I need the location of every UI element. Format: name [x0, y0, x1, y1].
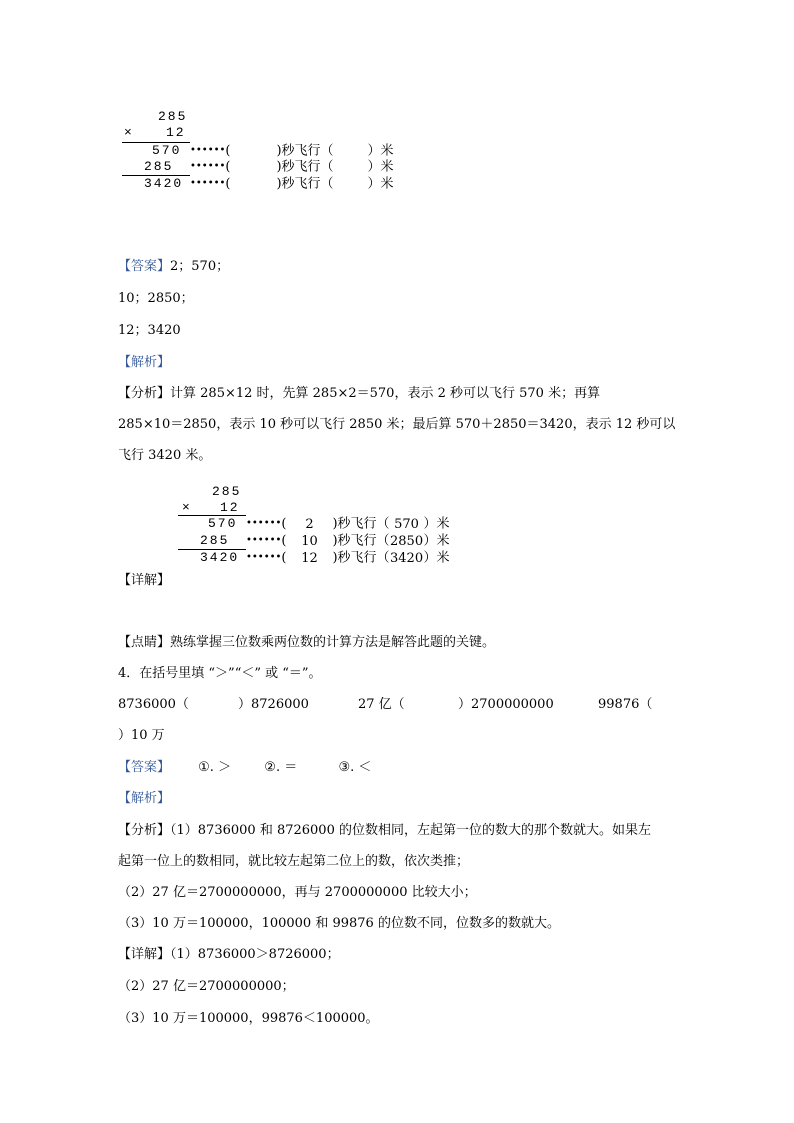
partial-product-1: 570: [152, 143, 182, 158]
multiplicand: 285: [158, 109, 188, 124]
multiplier: 12: [166, 125, 186, 140]
q4-answer-2: ②. ＝: [264, 760, 298, 775]
q4-detail-line-2: （2）27 亿＝2700000000；: [118, 979, 295, 994]
row-1: ••••••( )秒飞行（ ）米: [190, 143, 394, 159]
q4-item-1-right: ）8726000: [238, 697, 309, 712]
q3-detail-tag: 【详解】: [118, 573, 171, 588]
q3-analysis-line-1: 【分析】计算 285×12 时，先算 285×2＝570，表示 2 秒可以飞行 570 米；再算: [118, 386, 601, 401]
q4-detail-line-3: （3）10 万＝100000，99876＜100000。: [118, 1011, 379, 1026]
q4-analysis-line-2: 起第一位上的数相同，就比较左起第二位上的数，依次类推；: [118, 854, 470, 869]
q4-answer-1: ①. ＞: [198, 760, 232, 775]
row-3: ••••••( )秒飞行（ ）米: [190, 176, 394, 192]
row-2: ••••••( )秒飞行（ ）米: [190, 159, 394, 175]
times-sign: ×: [182, 500, 192, 515]
q4-analysis-line-3: （2）27 亿＝2700000000，再与 2700000000 比较大小；: [118, 885, 477, 900]
q4-analysis-line-4: （3）10 万＝100000，100000 和 99876 的位数不同，位数多的数就大。: [118, 916, 560, 931]
q4-item-2-right: ）2700000000: [458, 697, 554, 712]
answer-tag: 【答案】: [118, 259, 171, 274]
seconds-value-1: 2: [305, 516, 314, 532]
seconds-value-3: 12: [301, 550, 318, 566]
q4-item-1-left: 8736000（: [118, 697, 189, 712]
analysis-tag: 【解析】: [118, 791, 171, 806]
product-result: 3420: [200, 550, 240, 565]
answered-row-2: ••••••( 10 )秒飞行（2850）米: [246, 533, 450, 549]
seconds-value-2: 10: [301, 533, 318, 549]
dianjing-tag: 【点睛】: [118, 635, 171, 650]
q3-analysis-line-2: 285×10＝2850，表示 10 秒可以飞行 2850 米；最后算 570＋2850＝3420，表示 12 秒可以: [118, 417, 676, 432]
q3-answer-line-1: 【答案】2；570；: [118, 259, 230, 274]
analysis-tag: 【解析】: [118, 355, 171, 370]
q4-item-3-left: 99876（: [598, 697, 653, 712]
q4-item-3-right: ）10 万: [118, 728, 165, 743]
q4-detail-line-1: 【详解】（1）8736000＞8726000；: [118, 947, 340, 962]
q3-answer-line-3: 12；3420: [118, 323, 181, 338]
q3-dianjing: 【点睛】熟练掌握三位数乘两位数的计算方法是解答此题的关键。: [118, 635, 496, 650]
q4-item-2-left: 27 亿（: [358, 697, 405, 712]
q3-analysis-line-3: 飞行 3420 米。: [118, 448, 212, 463]
meters-value-2: 2850: [390, 533, 424, 549]
answered-row-1: ••••••( 2 )秒飞行（ 570 ）米: [246, 516, 450, 532]
partial-product-2: 285: [200, 533, 230, 548]
q4-title: 4．在括号里填 “＞”“＜” 或 “＝”。: [118, 666, 322, 681]
detail-tag: 【详解】: [118, 947, 171, 962]
answer-tag: 【答案】: [118, 760, 171, 775]
multiplicand: 285: [212, 484, 242, 499]
meters-value-1: 570: [394, 516, 419, 532]
product-result: 3420: [144, 176, 184, 191]
partial-product-1: 570: [208, 516, 238, 531]
multiplier: 12: [220, 500, 240, 515]
q3-answer-line-2: 10；2850；: [118, 291, 194, 306]
meters-value-3: 3420: [390, 550, 424, 566]
q4-analysis-line-1: 【分析】（1）8736000 和 8726000 的位数相同，左起第一位的数大的那个数就大。如果左: [118, 823, 651, 838]
q4-answer-3: ③. ＜: [338, 760, 372, 775]
partial-product-2: 285: [144, 159, 174, 174]
times-sign: ×: [124, 125, 134, 140]
dots: ••••••: [190, 145, 226, 156]
q4-answer: [118, 759, 371, 777]
answered-row-3: ••••••( 12 )秒飞行（3420）米: [246, 550, 450, 566]
